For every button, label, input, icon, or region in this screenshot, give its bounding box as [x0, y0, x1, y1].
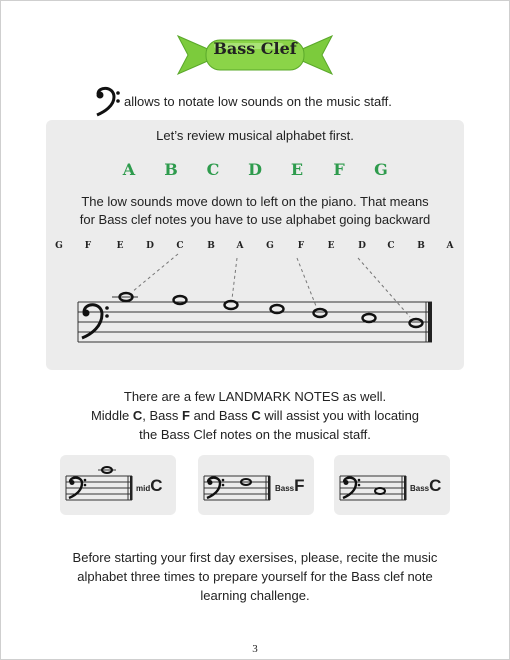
backward-letter: D [358, 241, 366, 251]
explain-line-2: for Bass clef notes you have to use alphabet going backward [79, 212, 431, 227]
whole-note [375, 488, 385, 494]
card-note-letter: C [150, 476, 163, 495]
backward-letter: D [146, 241, 154, 251]
closing-paragraph: Before starting your first day exersises, please, recite the music alphabet three times to prepare yourself for the Bass clef note learning challenge. [72, 550, 438, 603]
landmark-line-1: There are a few LANDMARK NOTES as well. [123, 389, 387, 404]
alphabet-letter: B [164, 160, 178, 179]
whole-note [410, 319, 423, 327]
backward-letter: E [116, 241, 124, 251]
landmark-line-3: the Bass Clef notes on the musical staff. [139, 427, 371, 442]
backward-letter: B [207, 241, 215, 251]
whole-note [314, 309, 327, 317]
alphabet-letter: D [248, 160, 262, 179]
card-note-letter: F [294, 476, 305, 495]
bass-clef-icon [94, 84, 120, 118]
alphabet-letter: E [290, 160, 304, 179]
bass-staff-diagram [60, 252, 460, 352]
page-number: 3 [252, 643, 258, 655]
card-small-label: Bass [410, 484, 430, 493]
backward-letter: F [297, 241, 305, 251]
landmark-card-bass-f [198, 455, 314, 515]
backward-letter: A [446, 241, 454, 251]
backward-letter: F [84, 241, 92, 251]
backward-letter: G [266, 241, 274, 251]
page-title: Bass Clef [213, 39, 297, 58]
whole-note [363, 314, 376, 322]
backward-letter: B [417, 241, 425, 251]
backward-letter: C [176, 241, 184, 251]
landmark-card-middle-c [60, 455, 176, 515]
review-heading: Let’s review musical alphabet first. [156, 128, 354, 143]
backward-letter: E [327, 241, 335, 251]
backward-letter: C [387, 241, 395, 251]
backward-letter: A [236, 241, 244, 251]
landmark-card-bass-c [334, 455, 450, 515]
backward-letter: G [55, 241, 63, 251]
intro-text: allows to notate low sounds on the music staff. [124, 94, 392, 109]
alphabet-letter: A [122, 160, 136, 179]
explain-line-1: The low sounds move down to left on the piano. That means [81, 194, 429, 209]
musical-alphabet [0, 160, 510, 180]
alphabet-letter: G [374, 160, 388, 179]
card-small-label: mid [136, 484, 151, 493]
whole-note [174, 296, 187, 304]
staff-lines [78, 302, 432, 342]
alphabet-letter: C [206, 160, 220, 179]
landmark-line-2: Middle C, Bass F and Bass C will assist you with locating [90, 408, 420, 423]
bass-clef-icon [82, 305, 109, 338]
alphabet-letter: F [333, 160, 345, 179]
card-note-letter: C [429, 476, 442, 495]
card-small-label: Bass [275, 484, 295, 493]
